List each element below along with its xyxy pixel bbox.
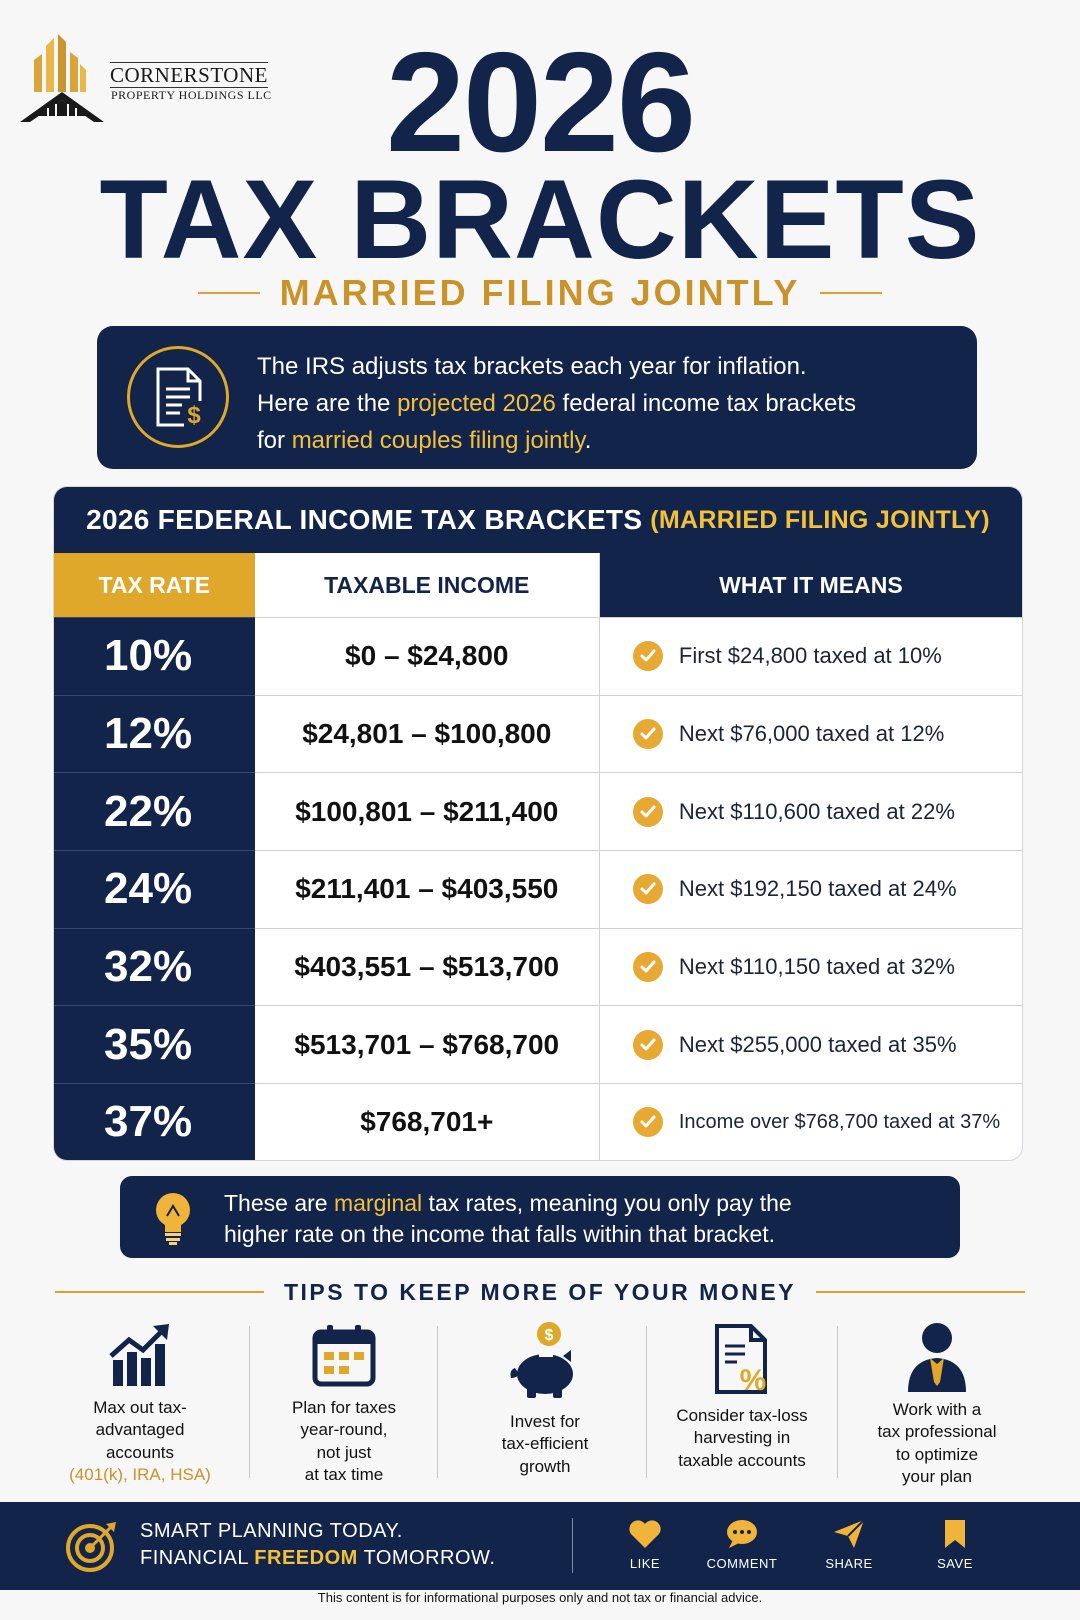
- table-header-row: [54, 553, 1022, 617]
- tip-text: your plan: [902, 1467, 972, 1486]
- comment-icon: [725, 1518, 759, 1550]
- save-label: SAVE: [937, 1556, 973, 1571]
- marginal-highlight: marginal: [333, 1190, 423, 1216]
- svg-text:%: %: [739, 1364, 767, 1397]
- tip-text: Max out tax-: [93, 1397, 187, 1417]
- share-label: SHARE: [825, 1556, 873, 1571]
- comment-label: COMMENT: [706, 1556, 778, 1571]
- intro-text-part: federal income tax brackets: [555, 390, 857, 417]
- tip-divider: [646, 1326, 647, 1478]
- table-title-text: 2026 FEDERAL INCOME TAX BRACKETS: [86, 504, 643, 535]
- tax-document-dollar-icon: [130, 349, 226, 445]
- page-title: TAX BRACKETS: [99, 157, 981, 282]
- column-header-tax-rate: TAX RATE: [54, 553, 255, 617]
- taxable-income-cell: $0 – $24,800: [255, 618, 600, 695]
- table-row: [54, 617, 1022, 695]
- tip-text: year-round,: [300, 1420, 388, 1439]
- footer-bar: [0, 1502, 1080, 1590]
- footer-tagline-highlight: FREEDOM: [254, 1547, 358, 1569]
- taxable-income-cell: $24,801 – $100,800: [255, 696, 600, 773]
- disclaimer-line: This content is for informational purposes only and not tax or financial advice.: [317, 1590, 763, 1605]
- column-header-taxable-income: TAXABLE INCOME: [255, 553, 600, 617]
- tip-text: to optimize: [895, 1444, 979, 1464]
- what-it-means-cell: [600, 1084, 1022, 1161]
- like-label: LIKE: [629, 1556, 661, 1571]
- tax-bracket-table: [53, 486, 1023, 1161]
- professional-person-icon: [902, 1320, 972, 1392]
- subtitle-row: [0, 272, 1080, 314]
- intro-highlight: projected 2026: [397, 390, 556, 417]
- tip-text: accounts: [105, 1442, 175, 1462]
- checkmark-icon: [633, 719, 663, 749]
- marginal-line-2: higher rate on the income that falls within that bracket.: [224, 1221, 776, 1247]
- taxable-income-cell: $768,701+: [255, 1084, 600, 1161]
- svg-text:$: $: [187, 402, 201, 429]
- share-icon: [832, 1518, 866, 1550]
- divider: [198, 292, 260, 294]
- page-subtitle: MARRIED FILING JOINTLY: [279, 272, 801, 313]
- divider: [816, 1291, 1025, 1293]
- comment-button[interactable]: [697, 1518, 787, 1571]
- disclaimer: [0, 1590, 1080, 1606]
- marginal-text-part: These are: [224, 1190, 334, 1216]
- intro-highlight: married couples filing jointly: [291, 427, 585, 454]
- intro-text-part: Here are the: [257, 390, 398, 417]
- tip-divider: [837, 1326, 838, 1478]
- checkmark-icon: [633, 641, 663, 671]
- marginal-note: [120, 1176, 960, 1258]
- intro-box: [97, 326, 977, 469]
- divider: [55, 1291, 264, 1293]
- tip-text: taxable accounts: [678, 1450, 806, 1470]
- what-it-means-text: Income over $768,700 taxed at 37%: [678, 1110, 1001, 1133]
- table-row: [54, 850, 1022, 928]
- tax-rate-cell: 37%: [54, 1083, 255, 1161]
- tax-rate-cell: 24%: [54, 850, 255, 928]
- checkmark-icon: [633, 1107, 663, 1137]
- table-row: [54, 928, 1022, 1006]
- target-icon: [64, 1520, 118, 1574]
- piggy-bank-icon: [505, 1320, 585, 1404]
- divider: [820, 292, 882, 294]
- tip-item: [852, 1320, 1022, 1489]
- tip-item: [660, 1320, 824, 1472]
- brand-subtitle: PROPERTY HOLDINGS LLC: [111, 88, 272, 102]
- tip-text: tax-efficient: [501, 1434, 589, 1453]
- footer-tagline-1: SMART PLANNING TODAY.: [140, 1520, 403, 1542]
- checkmark-icon: [633, 874, 663, 904]
- what-it-means-cell: [600, 1006, 1022, 1083]
- percent-document-icon: [707, 1320, 777, 1398]
- column-header-what-it-means: WHAT IT MEANS: [600, 553, 1022, 617]
- table-title-highlight: (MARRIED FILING JOINTLY): [650, 505, 990, 534]
- marginal-text-part: tax rates, meaning you only pay the: [422, 1190, 792, 1216]
- what-it-means-cell: [600, 618, 1022, 695]
- footer-tagline-2: [140, 1547, 495, 1570]
- share-button[interactable]: [804, 1518, 894, 1571]
- what-it-means-text: Next $76,000 taxed at 12%: [678, 721, 945, 747]
- what-it-means-cell: [600, 773, 1022, 850]
- tip-divider: [249, 1326, 250, 1478]
- what-it-means-cell: [600, 851, 1022, 928]
- what-it-means-cell: [600, 696, 1022, 773]
- taxable-income-cell: $100,801 – $211,400: [255, 773, 600, 850]
- what-it-means-text: Next $255,000 taxed at 35%: [678, 1031, 957, 1057]
- tips-title: TIPS TO KEEP MORE OF YOUR MONEY: [283, 1278, 797, 1305]
- tip-text: Plan for taxes: [292, 1397, 396, 1417]
- bookmark-icon: [938, 1518, 972, 1550]
- tip-item: [450, 1320, 640, 1478]
- intro-line-2: [257, 385, 957, 422]
- tip-item: [260, 1320, 428, 1487]
- tip-text: tax professional: [877, 1422, 997, 1441]
- taxable-income-cell: $513,701 – $768,700: [255, 1006, 600, 1083]
- tip-text: advantaged: [95, 1420, 185, 1439]
- tax-rate-cell: 32%: [54, 928, 255, 1006]
- marginal-text: [224, 1188, 944, 1250]
- tax-rate-cell: 22%: [54, 772, 255, 850]
- save-button[interactable]: [910, 1518, 1000, 1571]
- tip-text: growth: [519, 1456, 571, 1476]
- intro-text: [257, 348, 957, 459]
- calendar-icon: [309, 1320, 379, 1390]
- taxable-income-cell: $211,401 – $403,550: [255, 851, 600, 928]
- intro-text-part: for: [257, 427, 292, 454]
- growth-chart-icon: [105, 1320, 175, 1390]
- page-year: 2026: [386, 23, 694, 182]
- intro-text-part: .: [584, 427, 592, 454]
- tip-text: at tax time: [304, 1465, 384, 1484]
- heart-icon: [628, 1518, 662, 1550]
- what-it-means-text: Next $110,150 taxed at 32%: [678, 954, 955, 980]
- lightbulb-icon: [144, 1186, 202, 1248]
- svg-text:$: $: [544, 1327, 554, 1344]
- table-row: [54, 1005, 1022, 1083]
- table-row: [54, 772, 1022, 850]
- like-button[interactable]: [600, 1518, 690, 1571]
- brand-name: CORNERSTONE: [110, 63, 268, 87]
- tip-text: Invest for: [510, 1411, 580, 1431]
- footer-tagline-part: FINANCIAL: [140, 1547, 255, 1569]
- checkmark-icon: [633, 1030, 663, 1060]
- checkmark-icon: [633, 952, 663, 982]
- intro-line-3: [257, 422, 957, 459]
- table-row: [54, 1083, 1022, 1161]
- tip-highlight: (401(k), IRA, HSA): [69, 1465, 211, 1484]
- footer-tagline-part: TOMORROW.: [357, 1547, 496, 1569]
- tip-text: harvesting in: [693, 1428, 791, 1447]
- tip-divider: [437, 1326, 438, 1478]
- what-it-means-text: First $24,800 taxed at 10%: [678, 643, 942, 669]
- taxable-income-cell: $403,551 – $513,700: [255, 929, 600, 1006]
- marginal-line-1: [224, 1188, 944, 1219]
- tax-rate-cell: 12%: [54, 695, 255, 773]
- tip-text: Consider tax-loss: [676, 1405, 808, 1425]
- tax-rate-cell: 10%: [54, 617, 255, 695]
- what-it-means-text: Next $192,150 taxed at 24%: [678, 876, 957, 902]
- intro-icon-ring: [127, 346, 229, 448]
- checkmark-icon: [633, 797, 663, 827]
- intro-line-1: The IRS adjusts tax brackets each year for inflation.: [257, 353, 807, 380]
- table-body: [54, 617, 1022, 1161]
- table-row: [54, 695, 1022, 773]
- tip-item: [50, 1320, 230, 1487]
- tip-text: not just: [316, 1442, 372, 1462]
- table-title: [54, 487, 1022, 553]
- footer-divider: [572, 1518, 573, 1573]
- what-it-means-text: Next $110,600 taxed at 22%: [678, 798, 955, 824]
- tax-rate-cell: 35%: [54, 1005, 255, 1083]
- tips-header: [55, 1276, 1025, 1308]
- what-it-means-cell: [600, 929, 1022, 1006]
- tip-text: Work with a: [892, 1399, 982, 1419]
